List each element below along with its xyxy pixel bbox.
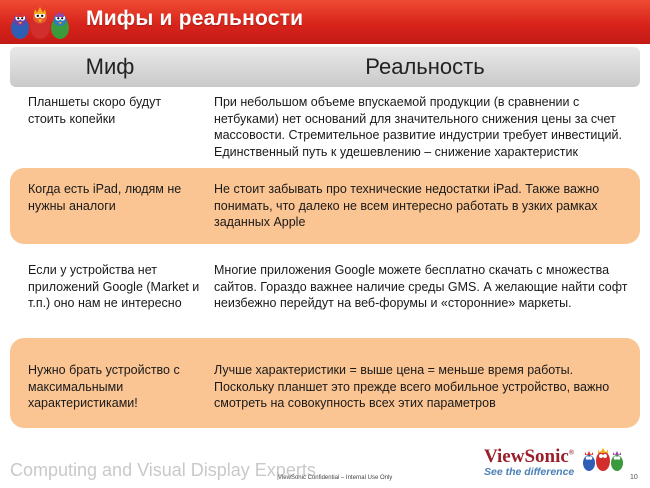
viewsonic-birds-logo-icon — [580, 446, 626, 474]
table-row — [10, 92, 640, 164]
brand-name: ViewSonic — [484, 446, 569, 467]
page-number: 10 — [630, 474, 638, 481]
reality-cell: При небольшом объеме впускаемой продукции (в сравнении с нетбуками) нет оснований для значительного снижения цены за счет массовости. Стремительное развитие индустрии требует инвестиций. Единственный путь к удешевлению – снижение характеристик — [214, 95, 622, 159]
viewsonic-birds-logo-icon — [6, 4, 74, 44]
column-header-myth: Миф — [85, 54, 135, 79]
confidential-notice: ViewSonic Confidential – Internal Use Only — [278, 475, 393, 481]
table-row — [10, 338, 640, 428]
footer-tagline: Computing and Visual Display Experts — [10, 460, 316, 480]
registered-mark: ® — [568, 448, 575, 457]
table-row — [10, 250, 640, 330]
table-header — [10, 47, 640, 87]
myth-cell: Когда есть iPad, людям не нужны аналоги — [28, 182, 182, 213]
brand-slogan: See the difference — [484, 466, 575, 478]
reality-cell: Не стоит забывать про технические недостатки iPad. Также важно понимать, что далеко не всем интересно работать в узких рамках заданных Apple — [214, 182, 600, 229]
myth-cell: Если у устройства нет приложений Google (Market и т.п.) оно нам не интересно — [28, 263, 200, 310]
column-header-reality: Реальность — [365, 54, 485, 79]
reality-cell: Многие приложения Google можете бесплатно скачать с множества сайтов. Гораздо важнее наличие среды GMS. А желающие найти софт неизбежно перейдут на веб-форумы и «сторонние» маркеты. — [214, 263, 628, 310]
myth-cell: Нужно брать устройство с максимальными характеристиками! — [28, 363, 180, 410]
slide-header — [0, 0, 650, 44]
viewsonic-brand — [484, 446, 574, 468]
myth-cell: Планшеты скоро будут стоить копейки — [28, 95, 162, 126]
table-row — [10, 168, 640, 244]
slide-title: Мифы и реальности — [86, 7, 304, 30]
reality-cell: Лучше характеристики = выше цена = меньше время работы. Поскольку планшет это прежде всего мобильное устройство, важно смотреть на совокупность всех этих параметров — [214, 363, 610, 410]
